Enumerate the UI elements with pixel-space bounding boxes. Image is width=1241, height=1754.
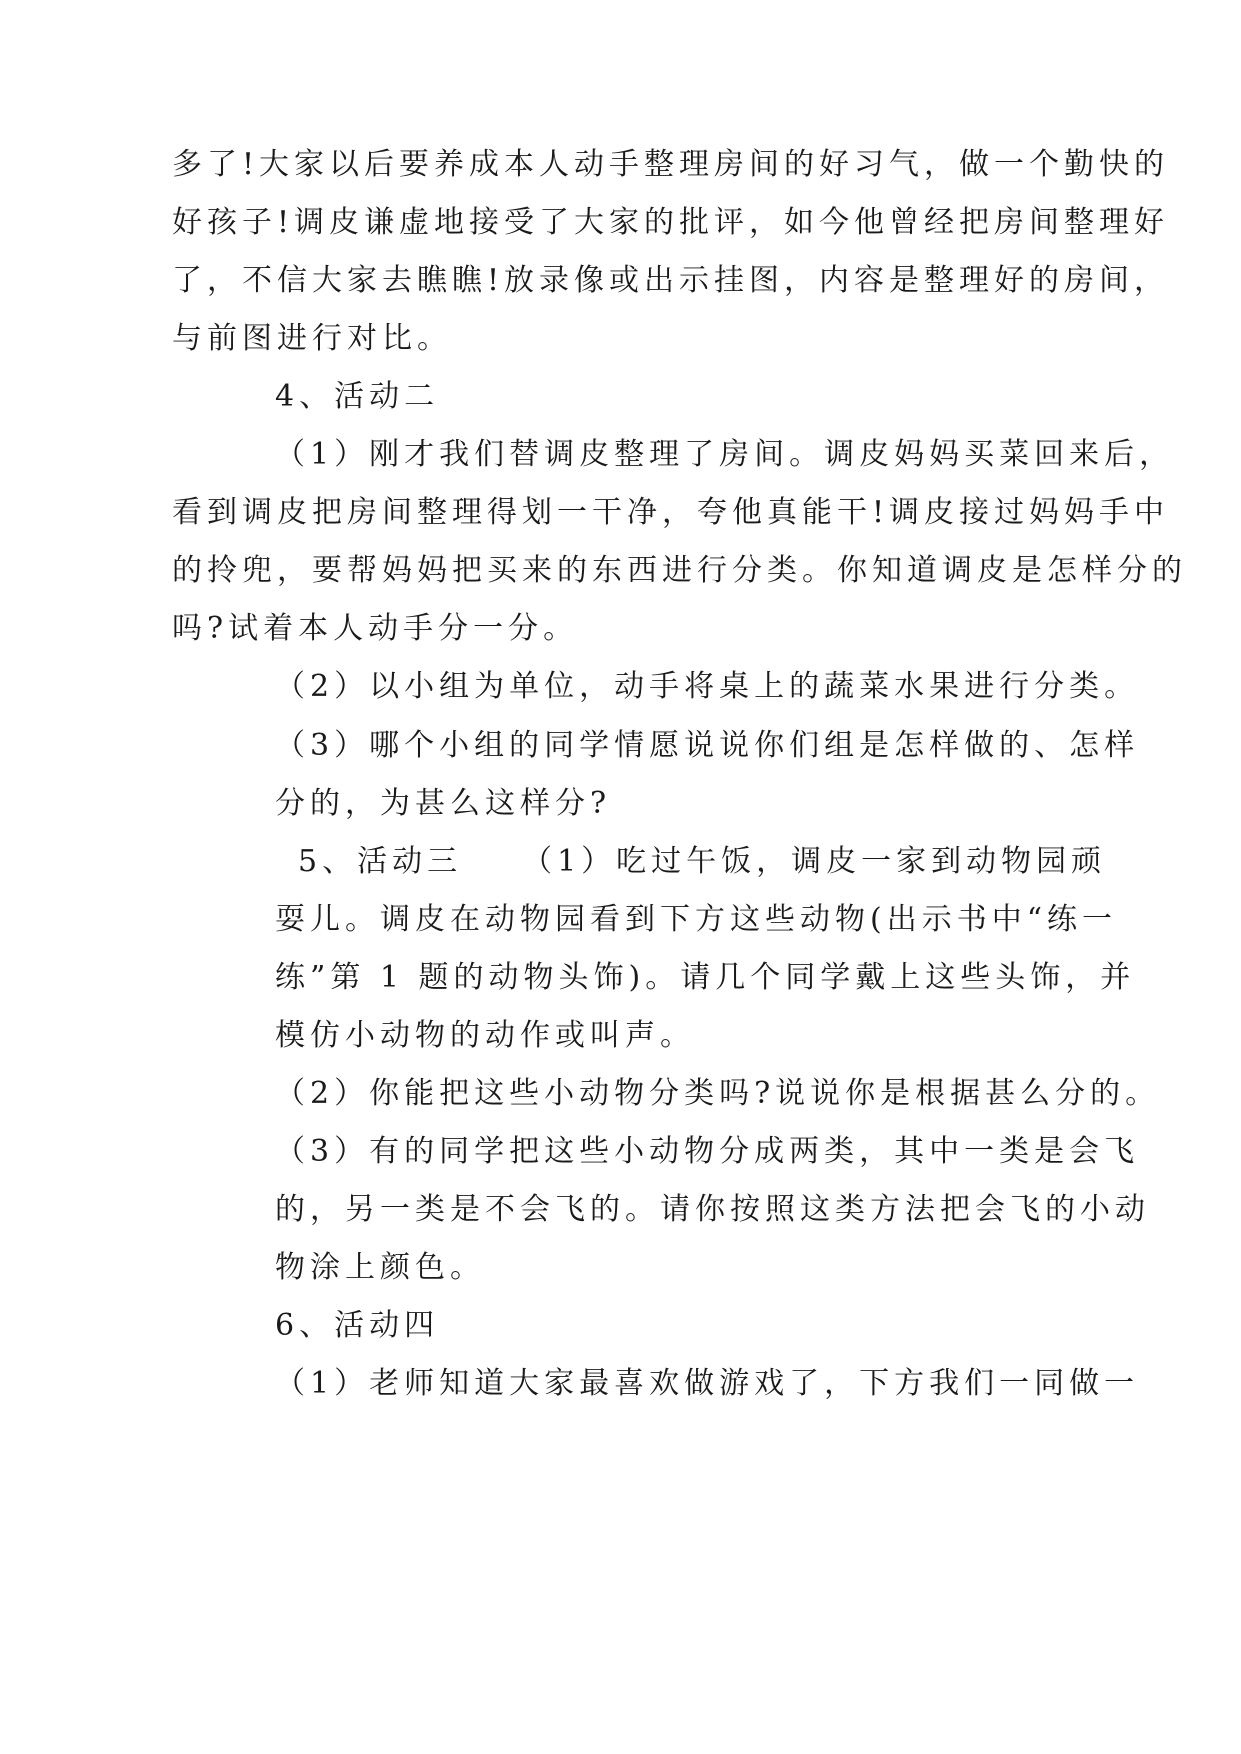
text-line: 耍儿。调皮在动物园看到下方这些动物(出示书中“练一 xyxy=(275,902,1118,937)
section-heading: 4、活动二 xyxy=(275,379,440,414)
text-line: 好孩子!调皮谦虚地接受了大家的批评，如今他曾经把房间整理好 xyxy=(172,205,1170,240)
text-line: （1）刚才我们替调皮整理了房间。调皮妈妈买菜回来后， xyxy=(275,437,1175,472)
text-line: 练”第 1 题的动物头饰)。请几个同学戴上这些头饰，并 xyxy=(275,960,1136,995)
text-line: 与前图进行对比。 xyxy=(172,321,452,356)
text-line: 了，不信大家去瞧瞧!放录像或出示挂图，内容是整理好的房间， xyxy=(172,263,1170,298)
text-line: 物涂上颜色。 xyxy=(275,1250,485,1285)
text-line: （2）你能把这些小动物分类吗?说说你是根据甚么分的。 xyxy=(275,1076,1161,1111)
text-line: （1）老师知道大家最喜欢做游戏了，下方我们一同做一 xyxy=(275,1366,1140,1401)
section-heading: 5、活动三 xyxy=(298,844,463,879)
text-line: 模仿小动物的动作或叫声。 xyxy=(275,1018,695,1053)
section-heading: 6、活动四 xyxy=(275,1308,440,1343)
text-segment: （1）吃过午饭，调皮一家到动物园顽 xyxy=(522,844,1107,879)
text-line: 看到调皮把房间整理得划一干净，夸他真能干!调皮接过妈妈手中 xyxy=(172,495,1170,530)
text-line: 的，另一类是不会飞的。请你按照这类方法把会飞的小动 xyxy=(275,1192,1150,1227)
text-line: 吗?试着本人动手分一分。 xyxy=(172,611,579,646)
text-line: 的拎兜，要帮妈妈把买来的东西进行分类。你知道调皮是怎样分的 xyxy=(172,553,1187,588)
text-line: 分的，为甚么这样分? xyxy=(275,786,612,821)
text-line: （2）以小组为单位，动手将桌上的蔬菜水果进行分类。 xyxy=(275,669,1140,704)
text-line: 多了!大家以后要养成本人动手整理房间的好习气，做一个勤快的 xyxy=(172,147,1170,182)
text-line: （3）哪个小组的同学情愿说说你们组是怎样做的、怎样 xyxy=(275,728,1140,763)
text-line: （3）有的同学把这些小动物分成两类，其中一类是会飞 xyxy=(275,1134,1140,1169)
section-line xyxy=(298,843,1106,881)
